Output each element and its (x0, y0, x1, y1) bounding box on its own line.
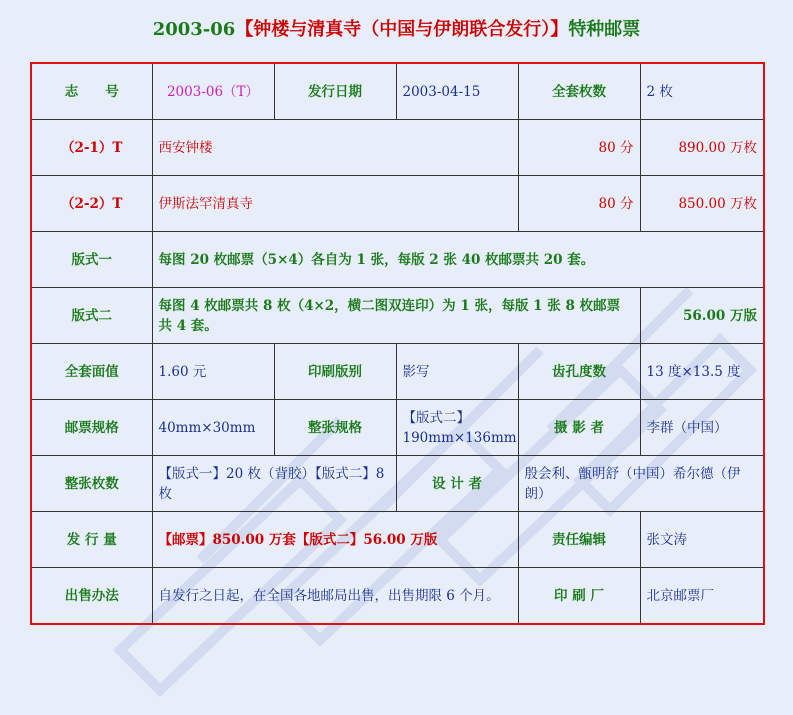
zhihao-label: 志 号 (31, 63, 152, 120)
photographer-value: 李群（中国） (640, 400, 764, 456)
zhihao-value: 2003-06（T） (152, 63, 274, 120)
sale-row (31, 568, 764, 625)
sheet-count-label: 整张枚数 (31, 456, 152, 512)
format1-value: 每图 20 枚邮票（5×4）各自为 1 张，每版 2 张 40 枚邮票共 20 套。 (152, 232, 764, 288)
stamp-row-1 (31, 120, 764, 176)
issue-date-label: 发行日期 (274, 63, 396, 120)
stamp-2-denomination: 80 分 (518, 176, 640, 232)
perf-label: 齿孔度数 (518, 344, 640, 400)
format1-row (31, 232, 764, 288)
editor-value: 张文涛 (640, 512, 764, 568)
stamp-spec-value: 40mm×30mm (152, 400, 274, 456)
stamp-1-name: 西安钟楼 (152, 120, 518, 176)
stamp-info-table (30, 62, 765, 625)
print-label: 印刷版别 (274, 344, 396, 400)
sheet-spec-format: 【版式二】 (402, 409, 470, 426)
photographer-label: 摄 影 者 (518, 400, 640, 456)
title-code: 2003-06 (152, 19, 236, 40)
editor-label: 责任编辑 (518, 512, 640, 568)
stamp-row-2 (31, 176, 764, 232)
stamp-1-code: （2-1）T (31, 120, 152, 176)
sheet-count-value: 【版式一】20 枚（背胶）【版式二】8 枚 (152, 456, 396, 512)
page-title (0, 18, 793, 42)
set-count-label: 全套枚数 (518, 63, 640, 120)
stamp-1-denomination: 80 分 (518, 120, 640, 176)
row-zhihao (31, 63, 764, 120)
format2-quantity: 56.00 万版 (640, 288, 764, 344)
face-row (31, 344, 764, 400)
printer-label: 印 刷 厂 (518, 568, 640, 625)
spec-row (31, 400, 764, 456)
print-value: 影写 (396, 344, 518, 400)
issue-qty-value: 【邮票】850.00 万套【版式二】56.00 万版 (152, 512, 518, 568)
designer-value: 殷会利、甑明舒（中国）希尔德（伊朗） (518, 456, 764, 512)
title-name: 【钟楼与清真寺（中国与伊朗联合发行）】 (235, 19, 569, 40)
format2-value: 每图 4 枚邮票共 8 枚（4×2，横二图双连印）为 1 张，每版 1 张 8 枚邮票共 4 套。 (152, 288, 640, 344)
issue-qty-row (31, 512, 764, 568)
issue-qty-label: 发 行 量 (31, 512, 152, 568)
sheet-spec-size: 190mm×136mm (402, 429, 517, 446)
format2-label: 版式二 (31, 288, 152, 344)
face-value: 1.60 元 (152, 344, 274, 400)
printer-value: 北京邮票厂 (640, 568, 764, 625)
title-kind: 特种邮票 (568, 19, 641, 40)
sale-value: 自发行之日起，在全国各地邮局出售，出售期限 6 个月。 (152, 568, 518, 625)
issue-date-value: 2003-04-15 (396, 63, 518, 120)
format2-row (31, 288, 764, 344)
face-label: 全套面值 (31, 344, 152, 400)
stamp-1-quantity: 890.00 万枚 (640, 120, 764, 176)
sheet-count-row (31, 456, 764, 512)
perf-value: 13 度×13.5 度 (640, 344, 764, 400)
sale-label: 出售办法 (31, 568, 152, 625)
stamp-2-name: 伊斯法罕清真寺 (152, 176, 518, 232)
stamp-2-quantity: 850.00 万枚 (640, 176, 764, 232)
format1-label: 版式一 (31, 232, 152, 288)
stamp-spec-label: 邮票规格 (31, 400, 152, 456)
designer-label: 设 计 者 (396, 456, 518, 512)
sheet-spec-value (396, 400, 518, 456)
sheet-spec-label: 整张规格 (274, 400, 396, 456)
stamp-2-code: （2-2）T (31, 176, 152, 232)
set-count-value: 2 枚 (640, 63, 764, 120)
